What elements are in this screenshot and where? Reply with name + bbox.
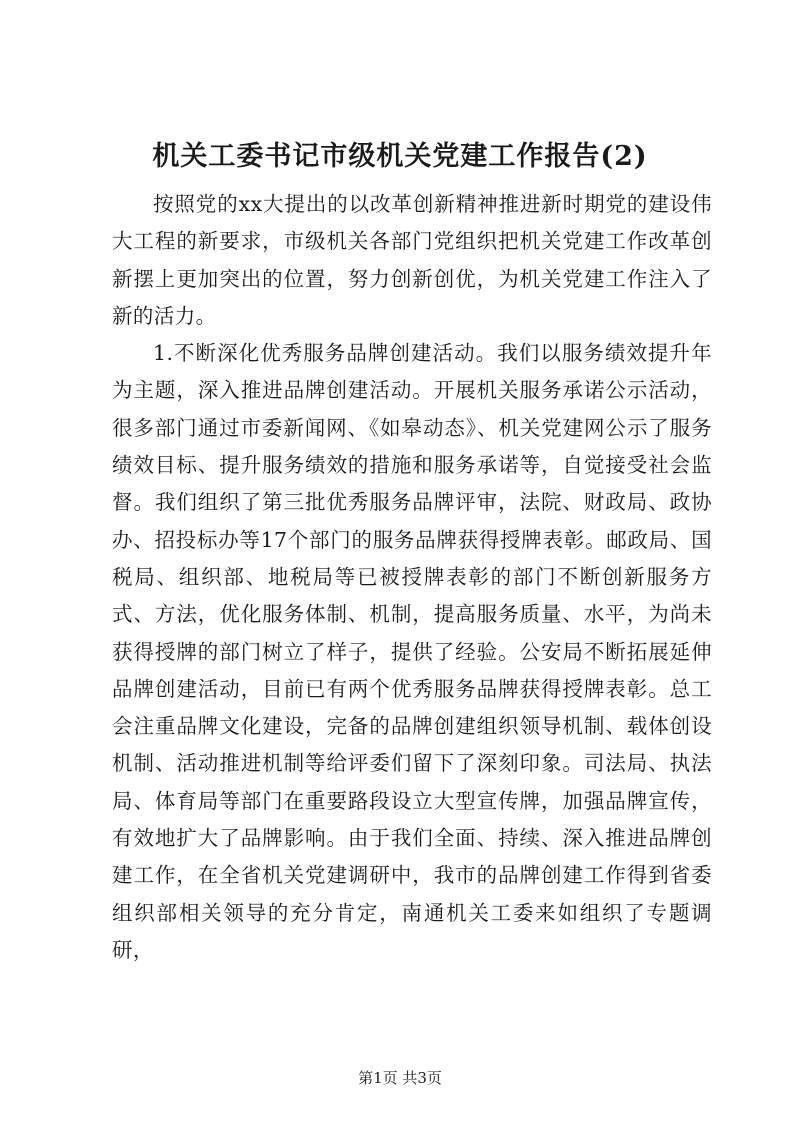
paragraph-brand-building: 1.不断深化优秀服务品牌创建活动。我们以服务绩效提升年为主题，深入推进品牌创建活动。开展机关服务承诺公示活动，很多部门通过市委新闻网、《如皋动态》、机关党建网公示了服务绩效目标、提升服务绩效的措施和服务承诺等，自觉接受社会监督。我们组织了第三批优秀服务品牌评审，法院、财政局、政协办、招投标办等17个部门的服务品牌获得授牌表彰。邮政局、国税局、组织部、地税局等已被授牌表彰的部门不断创新服务方式、方法，优化服务体制、机制，提高服务质量、水平，为尚未获得授牌的部门树立了样子，提供了经验。公安局不断拓展延伸品牌创建活动，目前已有两个优秀服务品牌获得授牌表彰。总工会注重品牌文化建设，完备的品牌创建组织领导机制、载体创设机制、活动推进机制等给评委们留下了深刻印象。司法局、执法局、体育局等部门在重要路段设立大型宣传牌，加强品牌宣传，有效地扩大了品牌影响。由于我们全面、持续、深入推进品牌创建工作，在全省机关党建调研中，我市的品牌创建工作得到省委组织部相关领导的充分肯定，南通机关工委来如组织了专题调研， (112, 341, 712, 962)
paragraph-intro: 按照党的xx大提出的以改革创新精神推进新时期党的建设伟大工程的新要求，市级机关各部门党组织把机关党建工作改革创新摆上更加突出的位置，努力创新创优，为机关党建工作注入了新的活力。 (112, 192, 712, 328)
document-title: 机关工委书记市级机关党建工作报告(2) (152, 141, 648, 172)
page-number-footer: 第1页 共3页 (358, 1069, 442, 1087)
document-body (112, 186, 712, 969)
